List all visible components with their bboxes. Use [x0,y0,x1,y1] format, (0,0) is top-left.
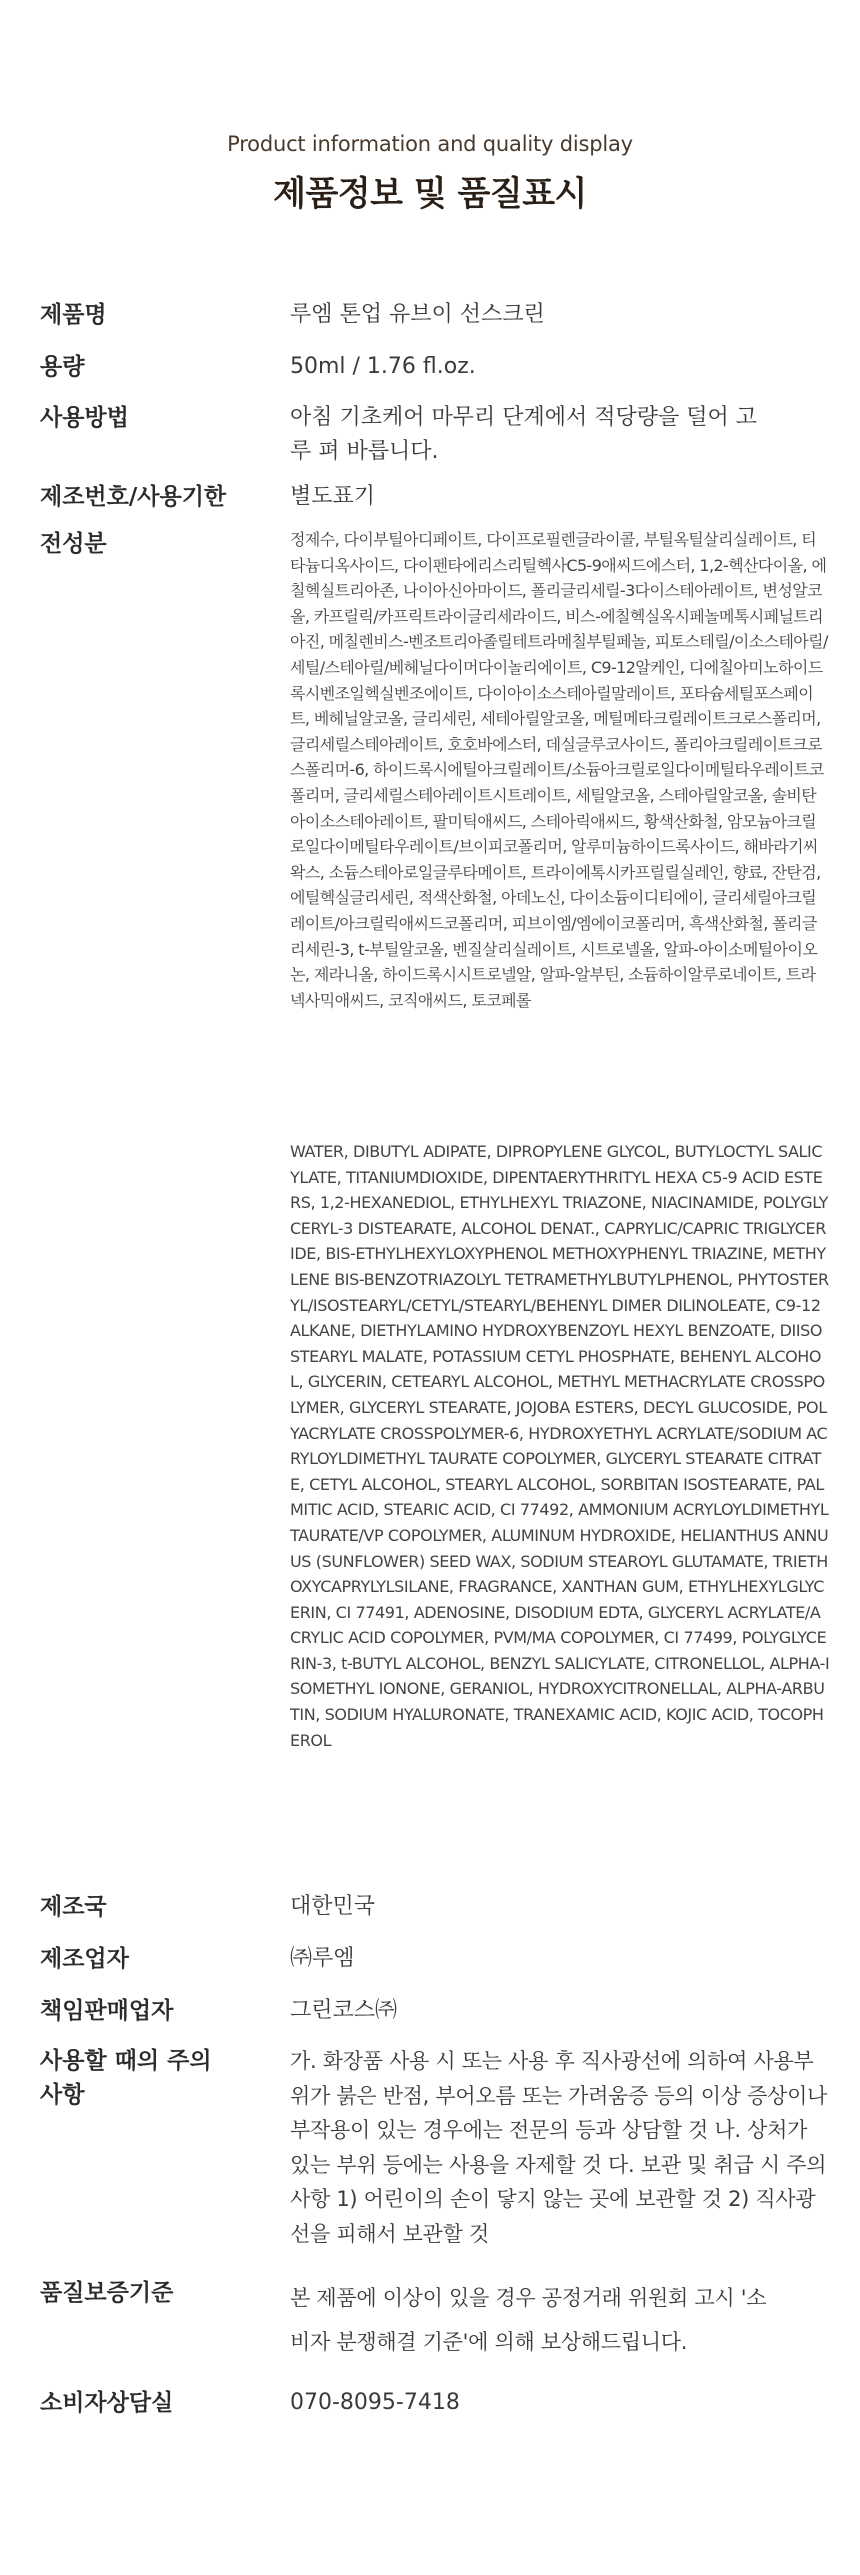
ingredients-label: 전성분 [40,531,107,557]
quality-label: 품질보증기준 [40,2280,174,2306]
product-name-value: 루엠 톤업 유브이 선스크린 [290,302,545,327]
ingredients-english: WATER, DIBUTYL ADIPATE, DIPROPYLENE GLYCOL, BUTYLOCTYL SALICYLATE, TITANIUMDIOXIDE, DIPENTAERYTHRITYL HEXA C5-9 ACID ESTERS, 1,2-HEXANEDIOL, ETHYLHEXYL TRIAZONE, NIACINAMIDE, POLYGLYCERYL-3 DISTEARATE, ALCOHOL DENAT., CAPRYLIC/CAPRIC TRIGLYCERIDE, BIS-ETHYLHEXYLOXYPHENOL METHOXYPHENYL TRIAZINE, METHYLENE BIS-BENZOTRIAZOLYL TETRAMETHYLBUTYLPHENOL, PHYTOSTERYL/ISOSTEARYL/CETYL/STEARYL/BEHENYL DIMER DILINOLEATE, C9-12 ALKANE, DIETHYLAMINO HYDROXYBENZOYL HEXYL BENZOATE, DIISOSTEARYL MALATE, POTASSIUM CETYL PHOSPHATE, BEHENYL ALCOHOL, GLYCERIN, CETEARYL ALCOHOL, METHYL METHACRYLATE CROSSPOLYMER, GLYCERYL STEARATE, JOJOBA ESTERS, DECYL GLUCOSIDE, POLYACRYLATE CROSSPOLYMER-6, HYDROXYETHYL ACRYLATE/SODIUM ACRYLOYLDIMETHYL TAURATE COPOLYMER, GLYCERYL STEARATE CITRATE, CETYL ALCOHOL, STEARYL ALCOHOL, SORBITAN ISOSTEARATE, PALMITIC ACID, STEARIC ACID, CI 77492, AMMONIUM ACRYLOYLDIMETHYL TAURATE/VP COPOLYMER, ALUMINUM HYDROXIDE, HELIANTHUS ANNUUS (SUNFLOWER) SEED WAX, SODIUM STEAROYL GLUTAMATE, TRIETHOXYCAPRYLYLSILANE, FRAGRANCE, XANTHAN GUM, ETHYLHEXYLGLYCERIN, CI 77491, ADENOSINE, DISODIUM EDTA, GLYCERYL ACRYLATE/ACRYLIC ACID COPOLYMER, PVM/MA COPOLYMER, CI 77499, POLYGLYCERIN-3, t-BUTYL ALCOHOL, BENZYL SALICYLATE, CITRONELLOL, ALPHA-ISOMETHYL IONONE, GERANIOL, HYDROXYCITRONELLAL, ALPHA-ARBUTIN, SODIUM HYALURONATE, TRANEXAMIC ACID, KOJIC ACID, TOCOPHEROL [290,1142,830,1750]
caution-value: 가. 화장품 사용 시 또는 사용 후 직사광선에 의하여 사용부위가 붉은 반점, 부어오름 또는 가려움증 등의 이상 증상이나 부작용이 있는 경우에는 전문의 등과 상담할 것 나. 상처가 있는 부위 등에는 사용을 자제할 것 다. 보관 및 취급 시 주의사항 1) 어린이의 손이 닿지 않는 곳에 보관할 것 2) 직사광선을 피해서 보관할 것 [290,2049,828,2246]
country-value: 대한민국 [290,1894,376,1919]
product-name-label: 제품명 [40,302,107,328]
usage-value: 아침 기초케어 마무리 단계에서 적당량을 덜어 고루 펴 바릅니다. [290,405,758,464]
volume-label: 용량 [40,354,85,380]
caution-label: 사용할 때의 주의사항 [40,2048,212,2108]
seller-value: 그린코스㈜ [290,1998,398,2023]
volume-value: 50ml / 1.76 fl.oz. [290,354,476,379]
country-label: 제조국 [40,1894,107,1920]
consumer-phone: 070-8095-7418 [290,2390,460,2415]
consumer-label: 소비자상담실 [40,2390,174,2416]
page-subtitle: Product information and quality display [227,132,633,156]
manufacturer-value: ㈜루엠 [290,1946,355,1971]
lot-value: 별도표기 [290,484,376,509]
ingredients-korean: 정제수, 다이부틸아디페이트, 다이프로필렌글라이콜, 부틸옥틸살리실레이트, 티타늄디옥사이드, 다이펜타에리스리틸헥사C5-9애씨드에스터, 1,2-헥산다이올, 에칠헥실트리아존, 나이아신아마이드, 폴리글리세릴-3다이스테아레이트, 변성알코올, 카프릴릭/카프릭트라이글리세라이드, 비스-에칠헥실옥시페놀메톡시페닐트리아진, 메칠렌비스-벤조트리아졸릴테트라메칠부틸페놀, 피토스테릴/이소스테아릴/세틸/스테아릴/베헤닐다이머다이놀리에이트, C9-12알케인, 디에칠아미노하이드록시벤조일헥실벤조에이트, 다이아이소스테아릴말레이트, 포타슘세틸포스페이트, 베헤닐알코올, 글리세린, 세테아릴알코올, 메틸메타크릴레이트크로스폴리머, 글리세릴스테아레이트, 호호바에스터, 데실글루코사이드, 폴리아크릴레이트크로스폴리머-6, 하이드록시에틸아크릴레이트/소듐아크릴로일다이메틸타우레이트코폴리머, 글리세릴스테아레이트시트레이트, 세틸알코올, 스테아릴알코올, 솔비탄아이소스테아레이트, 팔미틱애씨드, 스테아릭애씨드, 황색산화철, 암모늄아크릴로일다이메틸타우레이트/브이피코폴리머, 알루미늄하이드록사이드, 해바라기씨왁스, 소듐스테아로일글루타메이트, 트라이에톡시카프릴릴실레인, 향료, 잔탄검, 에틸헥실글리세린, 적색산화철, 아데노신, 다이소듐이디티에이, 글리세릴아크릴레이트/아크릴릭애씨드코폴리머, 피브이엠/엠에이코폴리머, 흑색산화철, 폴리글리세린-3, t-부틸알코올, 벤질살리실레이트, 시트로넬올, 알파-아이소메틸아이오논, 제라니올, 하이드록시시트로넬알, 알파-알부틴, 소듐하이알루로네이트, 트라넥사믹애씨드, 코직애씨드, 토코페롤 [290,530,828,1010]
header [0,132,860,215]
lot-label: 제조번호/사용기한 [40,484,227,510]
page-title: 제품정보 및 품질표시 [273,174,587,214]
quality-value: 본 제품에 이상이 있을 경우 공정거래 위원회 고시 '소비자 분쟁해결 기준'에 의해 보상해드립니다. [290,2286,767,2354]
seller-label: 책임판매업자 [40,1998,174,2024]
manufacturer-label: 제조업자 [40,1946,129,1972]
usage-label: 사용방법 [40,405,129,431]
